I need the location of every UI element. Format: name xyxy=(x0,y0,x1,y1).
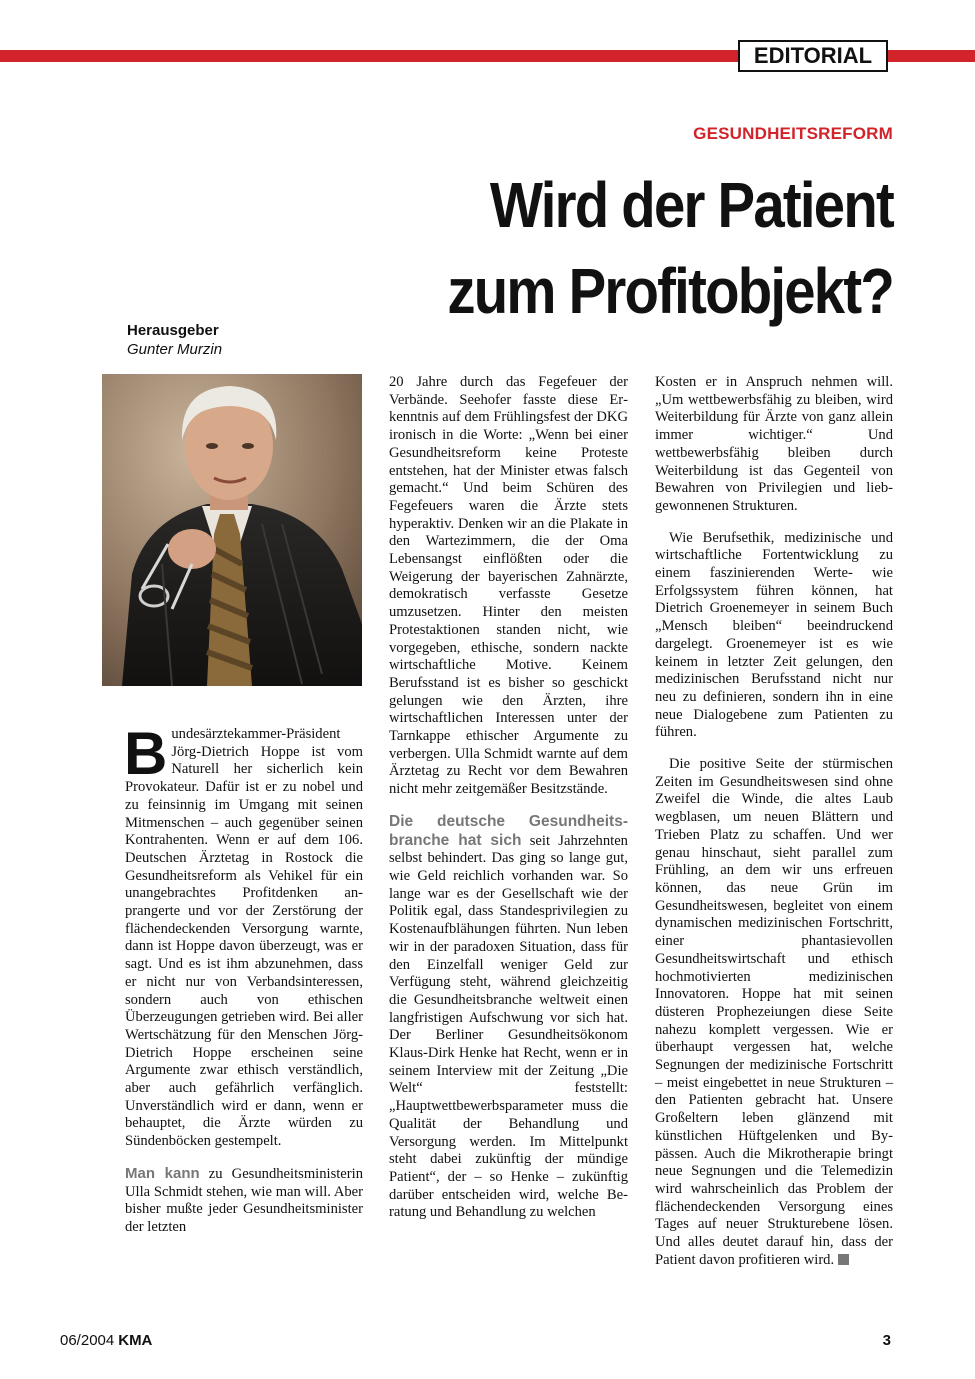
paragraph xyxy=(389,813,628,1222)
paragraph xyxy=(124,720,363,1151)
kicker: GESUNDHEITSREFORM xyxy=(693,124,893,143)
headline-line-1: Wird der Patient xyxy=(489,169,893,241)
headline xyxy=(365,162,893,334)
paragraph-text: Die positive Seite der stürmischen Zeiten im Gesundheitswesen sind ohne Zweifel die Winde, die altes Laub wegblasen, um neuen Blättern und Trieben Platz zu schaffen. Und wer genau hinschaut, sieht parallel zum Frühling, an dem wir uns erfreuen können, das neue Grün im Gesundheitswesen, begleitet von einem dynamischen medizinischen Fortschritt, einer phantasievollen Gesundheitswirtschaft und ethisch hochmotivierten medizinischen Innovatoren. Hoppe hat mit seinen düsteren Prophezeiungen diese Seite nahezu komplett vergessen. Wie er überhaupt vergessen hat, welche Segnungen der medizinische Fortschritt – meist eingebettet in neue Strukturen – den Patienten gebracht hat. Unsere Großeltern leben glänzend mit künstlichen Hüftgelenken und Bypässen. Auch die Mikrotherapie bringt neue Segnungen und die Telemedizin wird wahrscheinlich das Problem der flächendeckenden Versorgung eines Tages auf neuer Strukturebene lösen. Und alles deutet darauf hin, dass der Patient davon profitieren wird. xyxy=(655,756,893,1268)
section-tag: EDITORIAL xyxy=(738,40,888,72)
paragraph-text: Kosten er in Anspruch nehmen will. „Um wettbewerbsfähig zu bleiben, wird Weiterbildung für Ärzte von ganz allein immer wichtiger.“ Und wettbewerbsfähig bleiben durch Weiterbildung ist das Gegenteil von Bewahren von Privilegien und liebgewonnenen Strukturen. xyxy=(655,374,893,514)
publication-name: KMA xyxy=(118,1332,153,1349)
article-column-2 xyxy=(389,374,628,1222)
paragraph-lead-in: Die deutsche Gesundheitsbranche hat sich xyxy=(389,812,628,849)
issue-date: 06/2004 xyxy=(60,1332,115,1349)
paragraph-text: seit Jahrzehnten selbst behindert. Das ging so lange gut, wie Geld reichlich vorhanden war. So lange war es der Gesellschaft wie der Politik egal, dass Standesprivilegien zu Kostenaufblähungen führten. Nun leben wir in der paradoxen Situation, dass für den Einzelfall weniger Geld zur Verfügung steht, während gleichzeitig die Gesundheitsbranche weltweit einen langfristigen Aufschwung vor sich hat. Der Berliner Gesundheitsökonom Klaus-Dirk Henke hat Recht, wenn er in seinem Interview mit der Zeitung „Die Welt“ feststellt: „Hauptwettbewerbsparameter muss die Qualität der Behandlung und Versorgung werden. Im Mittelpunkt steht dabei zukünftig der mündige Patient“, der – so Henke – zukünftig darüber entscheiden wird, welche Beratung und Behandlung zu welchen xyxy=(389,832,628,1221)
page-number: 3 xyxy=(882,1332,891,1349)
paragraph-text: zu Gesundheitsministerin Ulla Schmidt stehen, wie man will. Aber bisher mußte jeder Gesundheitsminister der letzten xyxy=(125,1165,363,1235)
paragraph xyxy=(125,1165,363,1237)
footer-issue xyxy=(60,1332,152,1349)
paragraph-text: Wie Berufsethik, medizinische und wirtschaftliche Fortentwicklung zu einem faszinierenden Werte- wie Erfolgssystem führen können, hat Dietrich Groenemeyer in seinem Buch „Mensch bleiben“ beeindruckend dargelegt. Groenemeyer ist es wie keinem in letzter Zeit gelungen, den medizinischen Berufsstand nicht nur neu zu definieren, sondern ihn in eine neue Dialogebene zum Patienten zu führen. xyxy=(655,529,893,741)
byline-name: Gunter Murzin xyxy=(127,341,223,358)
paragraph xyxy=(655,756,893,1269)
byline-role: Herausgeber xyxy=(127,322,219,339)
end-mark-square-icon xyxy=(838,1254,849,1265)
drop-cap: B xyxy=(124,720,168,787)
article-column-3 xyxy=(655,374,893,1269)
paragraph-text: undesärztekammer-Präsident Jörg-Dietrich Hoppe ist vom Naturell her sicherlich kein Provokateur. Dafür ist er zu nobel und zu feinsinnig im Umgang mit seinen Mitmenschen – auch gegenüber seinen Kontrahenten. Wenn er auf dem 106. Deutschen Ärztetag in Rostock die Gesundheitsreform als Vehikel für ein unangebrachtes Profitdenken anprangerte und vor der Zerstörung der flächendeckenden Versorgung warnte, dann ist Hoppe davon überzeugt, was er sagt. Und es ist ihm abzunehmen, dass er nicht nur von Verbandsinteressen, sondern auch von ethischen Überzeugungen getrieben wird. Bei aller Wertschätzung für den Menschen Jörg-Dietrich Hoppe erscheinen seine Argumente zwar ethisch verständlich, aber auch gefährlich verfänglich. Unverständlich wird er dann, wenn er behauptet, die Ärzte würden zu Sündenböcken gestempelt. xyxy=(125,726,363,1150)
portrait-illustration xyxy=(102,374,362,686)
headline-line-2: zum Profitobjekt? xyxy=(447,255,893,327)
paragraph-lead-in: Man kann xyxy=(125,1164,200,1182)
article-column-1 xyxy=(124,720,363,1237)
paragraph-text: 20 Jahre durch das Fegefeuer der Verbände. Seehofer fasste diese Erkenntnis auf dem Frühlingsfest der DKG ironisch in die Worte: „Wenn bei einer Gesundheitsreform keine Proteste entstehen, hat der Minister etwas falsch gemacht.“ Und beim Schüren des Fegefeuers waren die Ärzte stets hyperaktiv. Denken wir an die Plakate in den Wartezimmern, die der Oma Lebensangst einflößten oder die Weigerung der bayerischen Zahnärzte, demokratisch verfasste Gesetze umzusetzen. Hinter den meisten Protestaktionen standen nicht, wie vorgegeben, ethische, sondern nackte wirtschaftliche Motive. Keinem Berufsstand ist es bisher so geschickt gelungen wie den Ärzten, ihre wirtschaftlichen Interessen unter der Tarnkappe ethischer Argumente zu verbergen. Ulla Schmidt warnte auf dem Ärztetag zu Recht vor dem Bewahren nicht mehr zeitgemäßer Besitzstände. xyxy=(389,374,628,798)
author-portrait-photo xyxy=(102,374,362,686)
